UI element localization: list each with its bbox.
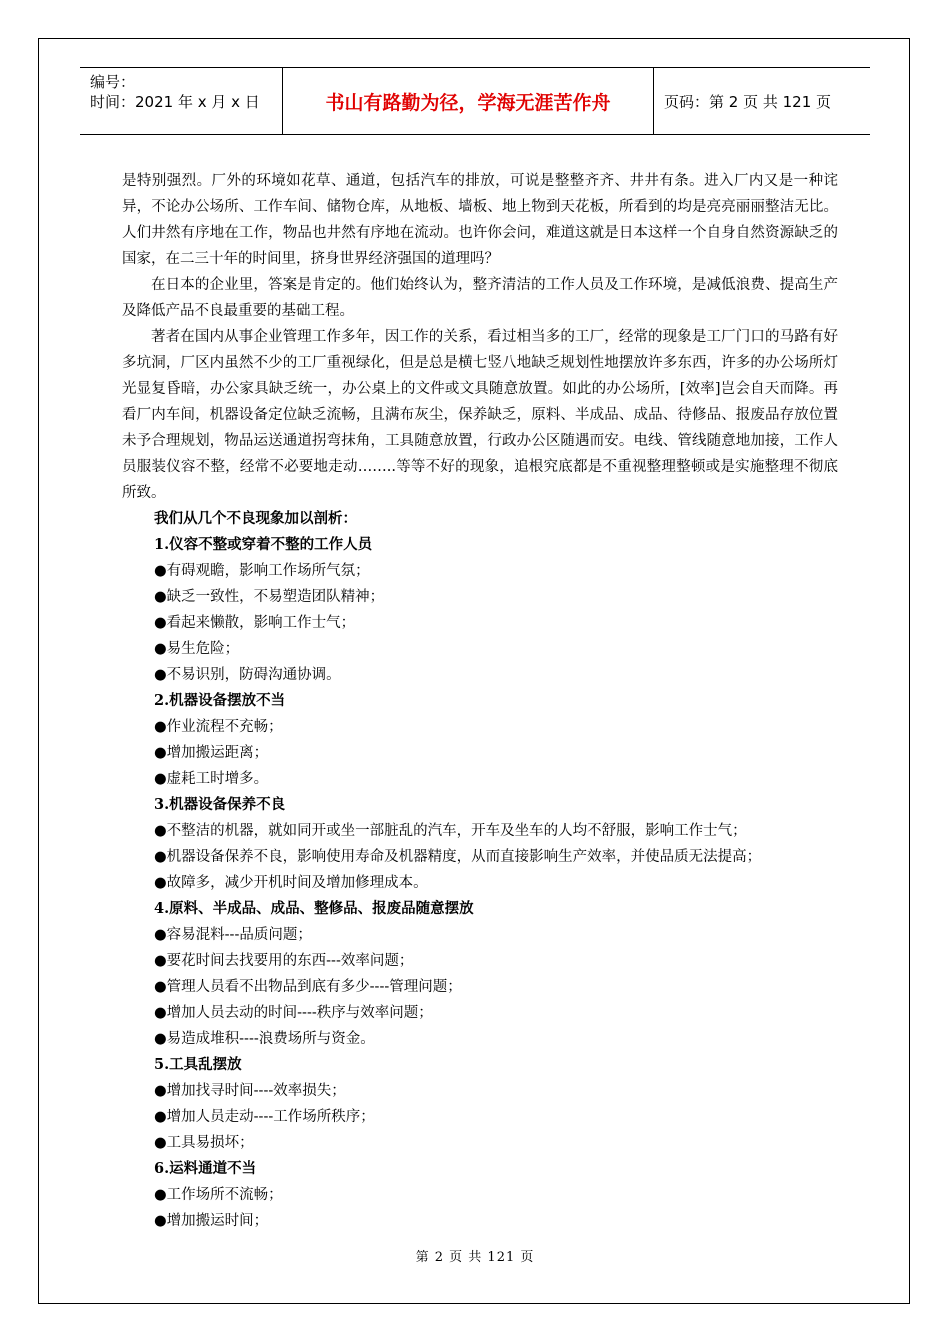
bullet-icon: ● <box>154 1109 167 1125</box>
bullet-icon: ● <box>154 1135 167 1151</box>
bullet-item <box>122 1182 838 1208</box>
section-heading: 2.机器设备摆放不当 <box>154 692 286 709</box>
bullet-item <box>122 740 838 766</box>
bullet-item <box>122 818 838 844</box>
bullet-item <box>122 974 838 1000</box>
bullet-text: 易生危险； <box>166 641 240 657</box>
bullet-item <box>122 1130 838 1156</box>
bullet-text: 增加搬运距离； <box>166 745 269 761</box>
bullet-item <box>122 1000 838 1026</box>
bullet-icon: ● <box>154 719 167 735</box>
bullet-item <box>122 870 838 896</box>
section-heading: 5.工具乱摆放 <box>154 1056 242 1073</box>
bullet-icon: ● <box>154 979 167 995</box>
bullet-icon: ● <box>154 875 167 891</box>
bullet-item <box>122 1208 838 1234</box>
header-page-label: 页码：第 2 页 共 121 页 <box>664 92 832 111</box>
bullet-item <box>122 948 838 974</box>
bullet-icon: ● <box>154 745 167 761</box>
bullet-text: 作业流程不充畅； <box>166 719 283 735</box>
bullet-icon: ● <box>154 771 167 787</box>
bullet-item <box>122 636 838 662</box>
bullet-item <box>122 714 838 740</box>
bullet-item <box>122 1078 838 1104</box>
page-footer: 第 2 页 共 121 页 <box>415 1250 535 1265</box>
bullet-text: 虚耗工时增多。 <box>166 771 269 787</box>
bullet-item <box>122 766 838 792</box>
bullet-text: 容易混料---品质问题； <box>166 927 312 943</box>
bullet-text: 工作场所不流畅； <box>166 1187 283 1203</box>
bullet-icon: ● <box>154 1187 167 1203</box>
bullet-item <box>122 610 838 636</box>
bullet-item <box>122 584 838 610</box>
bullet-text: 不整洁的机器，就如同开或坐一部脏乱的汽车，开车及坐车的人均不舒服，影响工作士气； <box>166 823 747 839</box>
defect-sections <box>122 532 838 1234</box>
bullet-icon: ● <box>154 589 167 605</box>
paragraph: 是特别强烈。厂外的环境如花草、通道，包括汽车的排放，可说是整整齐齐、井井有条。进入厂内又是一种诧异，不论办公场所、工作车间、储物仓库，从地板、墙板、地上物到天花板，所看到的均是亮亮丽丽整洁无比。人们井然有序地在工作，物品也井然有序地在流动。也许你会问，难道这就是日本这样一个自身自然资源缺乏的国家，在二三十年的时间里，挤身世界经济强国的道理吗？ <box>122 173 838 267</box>
intro-heading: 我们从几个不良现象加以剖析： <box>154 510 357 527</box>
bullet-icon: ● <box>154 823 167 839</box>
bullet-item <box>122 662 838 688</box>
section-heading: 4.原料、半成品、成品、整修品、报废品随意摆放 <box>154 900 474 917</box>
bullet-text: 故障多，减少开机时间及增加修理成本。 <box>166 875 428 891</box>
time-label: 时间：2021 年 x 月 x 日 <box>90 93 260 111</box>
bullet-text: 增加找寻时间----效率损失； <box>166 1083 346 1099</box>
bullet-text: 易造成堆积----浪费场所与资金。 <box>166 1031 375 1047</box>
bullet-icon: ● <box>154 1005 167 1021</box>
bullet-text: 不易识别，防碍沟通协调。 <box>166 667 341 683</box>
code-label: 编号： <box>90 73 136 91</box>
bullet-item <box>122 1026 838 1052</box>
header-motto: 书山有路勤为径，学海无涯苦作舟 <box>282 68 654 134</box>
paragraph: 在日本的企业里，答案是肯定的。他们始终认为，整齐清洁的工作人员及工作环境，是减低浪费、提高生产及降低产品不良最重要的基础工程。 <box>122 277 838 319</box>
bullet-item <box>122 558 838 584</box>
bullet-text: 增加人员去动的时间----秩序与效率问题； <box>166 1005 433 1021</box>
bullet-icon: ● <box>154 563 167 579</box>
bullet-icon: ● <box>154 615 167 631</box>
bullet-text: 增加搬运时间； <box>166 1213 269 1229</box>
bullet-text: 要花时间去找要用的东西---效率问题； <box>166 953 414 969</box>
bullet-icon: ● <box>154 953 167 969</box>
bullet-icon: ● <box>154 1083 167 1099</box>
section-heading: 3.机器设备保养不良 <box>154 796 286 813</box>
bullet-text: 工具易损坏； <box>166 1135 254 1151</box>
bullet-text: 管理人员看不出物品到底有多少----管理问题； <box>166 979 462 995</box>
bullet-icon: ● <box>154 667 167 683</box>
header-meta <box>80 68 282 134</box>
page-header <box>80 67 870 135</box>
bullet-text: 机器设备保养不良，影响使用寿命及机器精度，从而直接影响生产效率，并使品质无法提高； <box>166 849 762 865</box>
bullet-icon: ● <box>154 927 167 943</box>
bullet-text: 增加人员走动----工作场所秩序； <box>166 1109 375 1125</box>
document-body <box>122 168 838 1234</box>
paragraph: 著者在国内从事企业管理工作多年，因工作的关系，看过相当多的工厂，经常的现象是工厂门口的马路有好多坑洞，厂区内虽然不少的工厂重视绿化，但是总是横七竖八地缺乏规划性地摆放许多东西，许多的办公场所灯光显复昏暗，办公家具缺乏统一，办公桌上的文件或文具随意放置。如此的办公场所，[效率]岂会自天而降。再看厂内车间，机器设备定位缺乏流畅，且满布灰尘，保养缺乏，原料、半成品、成品、待修品、报废品存放位置未予合理规划，物品运送通道拐弯抹角，工具随意放置，行政办公区随遇而安。电线、管线随意地加接，工作人员服装仪容不整，经常不必要地走动……..等等不好的现象，追根究底都是不重视整理整顿或是实施整理不彻底所致。 <box>122 329 838 501</box>
bullet-item <box>122 1104 838 1130</box>
bullet-icon: ● <box>154 641 167 657</box>
section-heading: 1.仪容不整或穿着不整的工作人员 <box>154 536 373 553</box>
section-heading: 6.运料通道不当 <box>154 1160 257 1177</box>
bullet-item <box>122 844 838 870</box>
bullet-icon: ● <box>154 1213 167 1229</box>
bullet-icon: ● <box>154 849 167 865</box>
bullet-text: 看起来懒散，影响工作士气； <box>166 615 356 631</box>
bullet-item <box>122 922 838 948</box>
bullet-text: 缺乏一致性，不易塑造团队精神； <box>166 589 385 605</box>
bullet-text: 有碍观瞻，影响工作场所气氛； <box>166 563 370 579</box>
bullet-icon: ● <box>154 1031 167 1047</box>
